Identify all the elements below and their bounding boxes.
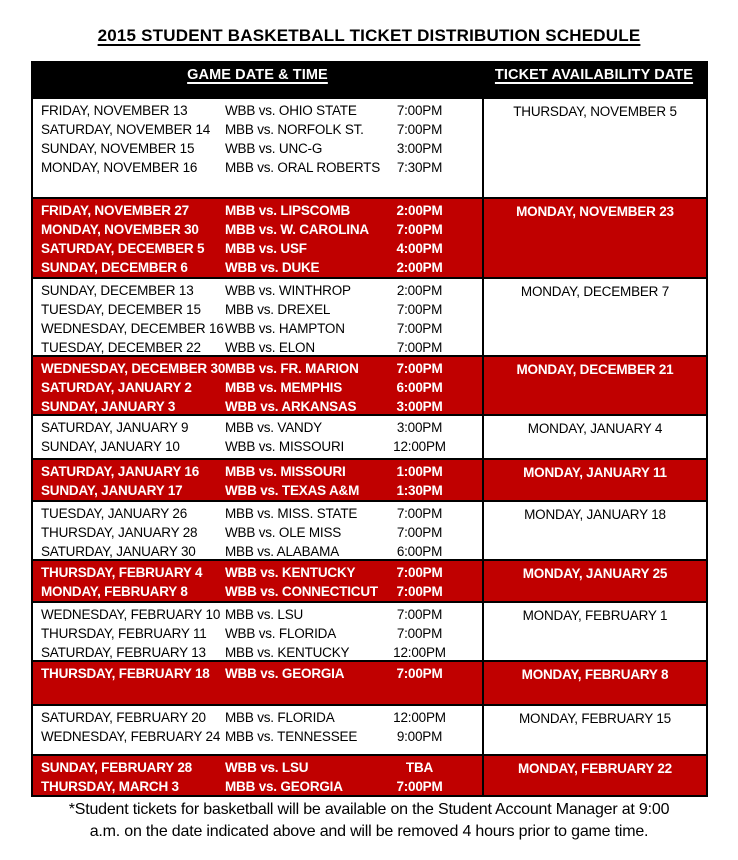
game-time: 2:00PM [396, 260, 443, 275]
game-date: MONDAY, NOVEMBER 30 [41, 222, 199, 237]
game-time: 7:00PM [396, 666, 443, 681]
game-time: 1:00PM [396, 464, 443, 479]
game-row [33, 359, 482, 378]
game-row [33, 624, 482, 643]
schedule-section [33, 197, 706, 277]
footnote-line-1: *Student tickets for basketball will be available on the Student Account Manager at 9:00 [68, 801, 670, 818]
footnote [0, 799, 738, 843]
game-row [33, 120, 482, 139]
game-date: SATURDAY, DECEMBER 5 [41, 241, 205, 256]
game-date: MONDAY, NOVEMBER 16 [41, 160, 198, 175]
schedule-section [33, 277, 706, 355]
games-column [33, 603, 482, 660]
game-date: THURSDAY, FEBRUARY 11 [41, 626, 207, 641]
game-time: 7:00PM [396, 525, 443, 540]
game-opponent: WBB vs. DUKE [225, 260, 320, 275]
game-opponent: WBB vs. CONNECTICUT [225, 584, 378, 599]
game-opponent: WBB vs. WINTHROP [225, 283, 351, 298]
availability-date: MONDAY, FEBRUARY 15 [482, 706, 706, 754]
availability-date: MONDAY, JANUARY 18 [482, 502, 706, 559]
game-row [33, 481, 482, 500]
schedule-section [33, 660, 706, 704]
game-date: WEDNESDAY, FEBRUARY 24 [41, 729, 221, 744]
game-time: 12:00PM [393, 645, 446, 660]
game-date: SUNDAY, NOVEMBER 15 [41, 141, 195, 156]
game-opponent: WBB vs. MISSOURI [225, 439, 345, 454]
game-time: 1:30PM [396, 483, 443, 498]
games-column [33, 460, 482, 500]
game-time: 3:00PM [396, 141, 443, 156]
game-opponent: MBB vs. TENNESSEE [225, 729, 358, 744]
games-column [33, 756, 482, 795]
game-opponent: MBB vs. DREXEL [225, 302, 331, 317]
game-row [33, 300, 482, 319]
game-time: 7:00PM [396, 302, 443, 317]
game-time: 2:00PM [396, 283, 443, 298]
schedule-section [33, 500, 706, 559]
game-row [33, 605, 482, 624]
game-opponent: WBB vs. ARKANSAS [225, 399, 357, 414]
availability-date: MONDAY, DECEMBER 7 [482, 279, 706, 355]
game-row [33, 664, 482, 683]
game-row [33, 258, 482, 277]
game-date: TUESDAY, DECEMBER 15 [41, 302, 201, 317]
game-date: TUESDAY, JANUARY 26 [41, 506, 188, 521]
game-date: SUNDAY, JANUARY 10 [41, 439, 180, 454]
game-opponent: WBB vs. HAMPTON [225, 321, 345, 336]
game-row [33, 462, 482, 481]
game-time: 7:00PM [396, 103, 443, 118]
game-opponent: WBB vs. OHIO STATE [225, 103, 357, 118]
game-time: 7:00PM [396, 565, 443, 580]
game-date: SATURDAY, JANUARY 30 [41, 544, 196, 559]
availability-date: MONDAY, FEBRUARY 22 [482, 756, 706, 795]
schedule-section [33, 704, 706, 754]
game-time: 4:00PM [396, 241, 443, 256]
game-row [33, 563, 482, 582]
game-date: MONDAY, FEBRUARY 8 [41, 584, 188, 599]
game-time: 3:00PM [396, 399, 443, 414]
game-row [33, 139, 482, 158]
game-row [33, 758, 482, 777]
game-date: SUNDAY, JANUARY 3 [41, 399, 176, 414]
game-date: SATURDAY, JANUARY 16 [41, 464, 200, 479]
schedule-table [31, 61, 708, 797]
game-time: 7:30PM [396, 160, 443, 175]
game-opponent: MBB vs. KENTUCKY [225, 645, 350, 660]
game-opponent: MBB vs. LIPSCOMB [225, 203, 351, 218]
game-row [33, 418, 482, 437]
games-column [33, 502, 482, 559]
availability-date: MONDAY, DECEMBER 21 [482, 357, 706, 414]
game-date: WEDNESDAY, FEBRUARY 10 [41, 607, 221, 622]
game-date: THURSDAY, MARCH 3 [41, 779, 179, 794]
game-date: SUNDAY, DECEMBER 13 [41, 283, 194, 298]
availability-date: THURSDAY, NOVEMBER 5 [482, 99, 706, 197]
game-date: SATURDAY, FEBRUARY 20 [41, 710, 206, 725]
game-row [33, 101, 482, 120]
game-date: TUESDAY, DECEMBER 22 [41, 340, 201, 355]
game-date: SATURDAY, JANUARY 9 [41, 420, 189, 435]
game-opponent: MBB vs. USF [225, 241, 307, 256]
game-row [33, 542, 482, 559]
schedule-section [33, 355, 706, 414]
game-date: THURSDAY, FEBRUARY 18 [41, 666, 210, 681]
availability-date: MONDAY, FEBRUARY 1 [482, 603, 706, 660]
game-opponent: WBB vs. KENTUCKY [225, 565, 356, 580]
game-time: 7:00PM [396, 584, 443, 599]
games-column [33, 416, 482, 458]
page-title: 2015 STUDENT BASKETBALL TICKET DISTRIBUTION SCHEDULE [97, 26, 641, 45]
game-date: FRIDAY, NOVEMBER 27 [41, 203, 189, 218]
game-time: 7:00PM [396, 607, 443, 622]
game-row [33, 504, 482, 523]
game-date: FRIDAY, NOVEMBER 13 [41, 103, 188, 118]
game-opponent: MBB vs. VANDY [225, 420, 322, 435]
schedule-section [33, 601, 706, 660]
schedule-section [33, 99, 706, 197]
game-time: 6:00PM [396, 544, 443, 559]
availability-date: MONDAY, FEBRUARY 8 [482, 662, 706, 704]
games-column [33, 199, 482, 277]
table-body [33, 99, 706, 795]
game-opponent: WBB vs. GEORGIA [225, 666, 345, 681]
game-row [33, 220, 482, 239]
game-row [33, 397, 482, 414]
game-time: 7:00PM [396, 361, 443, 376]
game-row [33, 727, 482, 746]
game-date: THURSDAY, JANUARY 28 [41, 525, 198, 540]
game-date: SATURDAY, JANUARY 2 [41, 380, 192, 395]
games-column [33, 357, 482, 414]
game-date: SUNDAY, JANUARY 17 [41, 483, 183, 498]
availability-date: MONDAY, JANUARY 11 [482, 460, 706, 500]
game-opponent: MBB vs. LSU [225, 607, 304, 622]
availability-date: MONDAY, NOVEMBER 23 [482, 199, 706, 277]
game-opponent: WBB vs. FLORIDA [225, 626, 337, 641]
game-date: SATURDAY, NOVEMBER 14 [41, 122, 211, 137]
games-column [33, 706, 482, 754]
game-time: 7:00PM [396, 122, 443, 137]
game-opponent: MBB vs. MISS. STATE [225, 506, 358, 521]
game-opponent: MBB vs. FLORIDA [225, 710, 335, 725]
game-opponent: MBB vs. FR. MARION [225, 361, 359, 376]
game-opponent: WBB vs. OLE MISS [225, 525, 342, 540]
game-time: 7:00PM [396, 321, 443, 336]
game-row [33, 281, 482, 300]
game-row [33, 319, 482, 338]
game-row [33, 201, 482, 220]
game-opponent: WBB vs. LSU [225, 760, 309, 775]
game-opponent: MBB vs. W. CAROLINA [225, 222, 369, 237]
game-date: SATURDAY, FEBRUARY 13 [41, 645, 206, 660]
game-opponent: MBB vs. MISSOURI [225, 464, 346, 479]
schedule-section [33, 414, 706, 458]
game-time: TBA [405, 760, 434, 775]
game-time: 7:00PM [396, 779, 443, 794]
game-time: 3:00PM [396, 420, 443, 435]
game-row [33, 239, 482, 258]
game-time: 7:00PM [396, 626, 443, 641]
game-time: 12:00PM [393, 710, 446, 725]
game-time: 7:00PM [396, 340, 443, 355]
game-row [33, 378, 482, 397]
game-opponent: MBB vs. ORAL ROBERTS [225, 160, 381, 175]
game-opponent: WBB vs. ELON [225, 340, 315, 355]
games-column [33, 561, 482, 601]
availability-date: MONDAY, JANUARY 25 [482, 561, 706, 601]
games-column [33, 662, 482, 704]
game-time: 7:00PM [396, 222, 443, 237]
game-row [33, 158, 482, 177]
game-time: 2:00PM [396, 203, 443, 218]
footnote-line-2: a.m. on the date indicated above and will be removed 4 hours prior to game time. [89, 823, 649, 840]
schedule-section [33, 458, 706, 500]
game-opponent: MBB vs. ALABAMA [225, 544, 340, 559]
game-row [33, 777, 482, 795]
game-opponent: MBB vs. NORFOLK ST. [225, 122, 364, 137]
game-row [33, 582, 482, 601]
games-column [33, 99, 482, 197]
header-ticket-availability: TICKET AVAILABILITY DATE [494, 67, 694, 83]
schedule-section [33, 559, 706, 601]
game-time: 12:00PM [393, 439, 446, 454]
game-opponent: WBB vs. TEXAS A&M [225, 483, 360, 498]
game-time: 7:00PM [396, 506, 443, 521]
game-row [33, 437, 482, 456]
table-header [33, 63, 706, 99]
game-opponent: MBB vs. MEMPHIS [225, 380, 343, 395]
game-date: THURSDAY, FEBRUARY 4 [41, 565, 203, 580]
schedule-section [33, 754, 706, 795]
game-time: 9:00PM [396, 729, 443, 744]
header-game-date-time: GAME DATE & TIME [187, 67, 328, 83]
availability-date: MONDAY, JANUARY 4 [482, 416, 706, 458]
game-time: 6:00PM [396, 380, 443, 395]
game-opponent: MBB vs. GEORGIA [225, 779, 343, 794]
game-date: WEDNESDAY, DECEMBER 16 [41, 321, 224, 336]
game-opponent: WBB vs. UNC-G [225, 141, 323, 156]
game-date: SUNDAY, DECEMBER 6 [41, 260, 188, 275]
game-row [33, 523, 482, 542]
game-row [33, 643, 482, 660]
games-column [33, 279, 482, 355]
game-row [33, 338, 482, 355]
game-date: WEDNESDAY, DECEMBER 30 [41, 361, 226, 376]
game-row [33, 708, 482, 727]
game-date: SUNDAY, FEBRUARY 28 [41, 760, 192, 775]
